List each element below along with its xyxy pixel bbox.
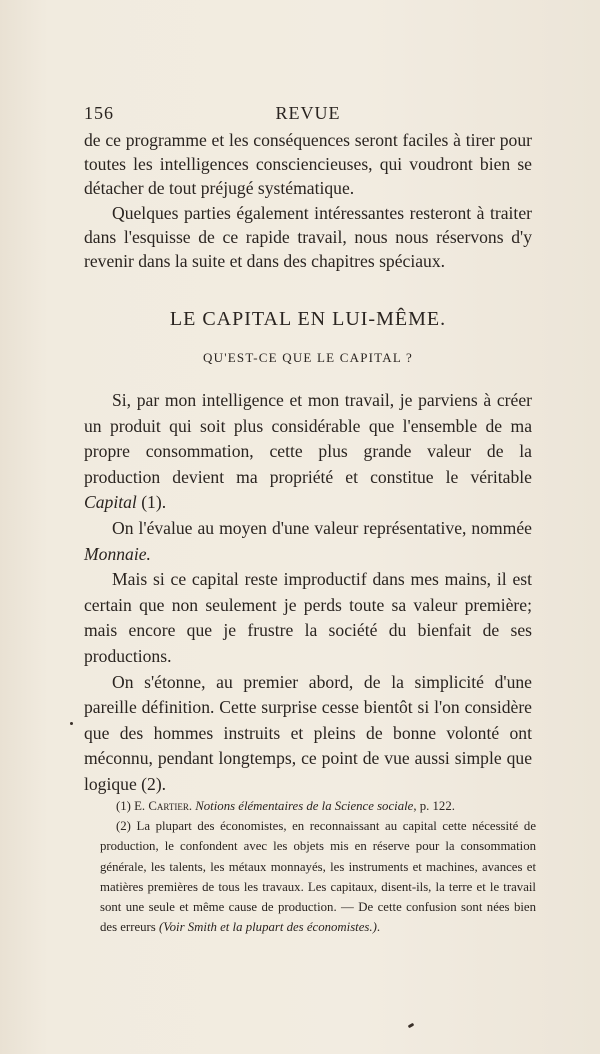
main-paragraph-3: Mais si ce capital reste improductif dans mes mains, il est certain que non seulement je perds toute sa valeur première; mais encore que je frustre la société du bienfait de ses productions.	[84, 569, 532, 666]
footnote-1-number: (1) E.	[116, 799, 149, 813]
footnote-1-sep: .	[188, 799, 196, 813]
intro-paragraph-1: de ce programme et les conséquences seront faciles à tirer pour toutes les intelligences consciencieuses, qui voudront bien se détacher de tout préjugé systématique.	[84, 130, 532, 199]
footnotes	[100, 796, 536, 937]
footnote-1-page: , p. 122.	[413, 799, 455, 813]
monnaie-term: Monnaie.	[84, 543, 151, 564]
intro-text	[84, 128, 532, 273]
footnote-1-author: Cartier	[148, 799, 189, 813]
intro-paragraph-2: Quelques parties également intéressantes resteront à traiter dans l'esquisse de ce rapide travail, nous nous réservons d'y revenir dans la suite et dans des chapitres spéciaux.	[84, 202, 532, 272]
footnote-2-reference: (Voir Smith et la plupart des économistes.)	[158, 920, 377, 935]
main-paragraph-4: On s'étonne, au premier abord, de la simplicité d'une pareille définition. Cette surprise cesse bientôt si l'on considère que des hommes instruits et pleins de bonne volonté ont méconnu, pendant longtemps, ce point de vue aussi simple que logique (2).	[84, 671, 532, 794]
main-paragraph-1	[84, 388, 532, 516]
section-subtitle: QU'EST-CE QUE LE CAPITAL ?	[203, 350, 413, 365]
footnote-2-text: (2) La plupart des économistes, en reconnaissant au capital cette nécessité de production, le confondent avec les objets mis en réserve pour la consommation générale, les talents, les métaux monnayés, les instruments et machines, avances et matières premières de tous les travaux. Les capitaux, disent-ils, la terre et le travail sont une seule et même cause de production. — De cette confusion sont nées bien des erreurs	[100, 819, 536, 935]
main-text	[84, 388, 532, 798]
capital-term: Capital	[84, 492, 137, 513]
running-title: REVUE	[275, 103, 341, 123]
main-p1-text: Si, par mon intelligence et mon travail, je parviens à créer un produit qui soit plus considérable que l'ensemble de ma propre consommation, cette plus grande valeur de la production devient ma propriété et constitue le véritable	[84, 390, 532, 487]
ink-mark	[408, 1023, 415, 1029]
footnote-1	[100, 796, 536, 816]
page-number: 156	[84, 103, 114, 123]
footnote-2	[100, 816, 536, 937]
main-p1-ref: (1).	[136, 492, 167, 513]
main-paragraph-2	[84, 516, 532, 567]
footnote-1-work: Notions élémentaires de la Science sociale	[195, 799, 414, 813]
section-title: LE CAPITAL EN LUI-MÊME.	[169, 308, 447, 330]
ink-speck	[70, 722, 73, 725]
footnote-2-end: .	[376, 920, 381, 935]
main-p2-text: On l'évalue au moyen d'une valeur représentative, nommée	[112, 517, 532, 538]
page-header	[84, 103, 532, 125]
